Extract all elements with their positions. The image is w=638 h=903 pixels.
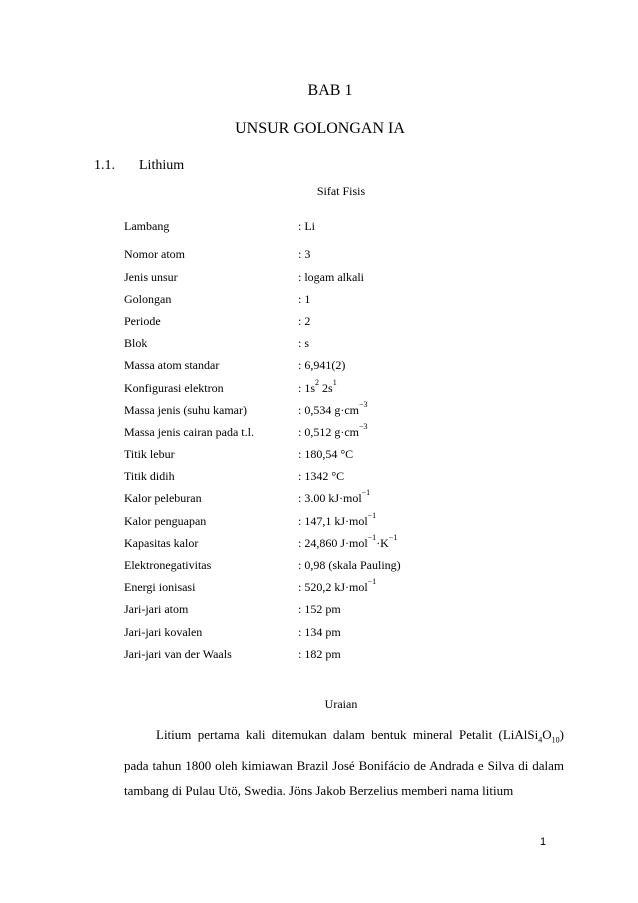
property-label: Massa jenis (suhu kamar) xyxy=(124,402,247,417)
property-label: Elektronegativitas xyxy=(124,558,212,572)
formula-subscript-1: 4 xyxy=(538,735,543,745)
property-row xyxy=(124,239,564,261)
property-row xyxy=(124,439,564,461)
property-label: Lambang xyxy=(124,219,170,234)
property-value-sup2: 1 xyxy=(332,377,337,387)
property-row xyxy=(124,572,564,594)
property-row xyxy=(124,306,564,328)
property-value-suffix: 2s xyxy=(319,380,333,395)
property-row xyxy=(124,594,564,616)
property-value-prefix: : 3.00 kJ·mol xyxy=(298,491,362,506)
property-value-prefix: : 180,54 °C xyxy=(298,447,354,462)
property-value-prefix: : 0,98 (skala Pauling) xyxy=(298,558,401,572)
property-row xyxy=(124,328,564,350)
property-value xyxy=(298,602,564,616)
property-value xyxy=(298,447,564,461)
property-label: Konfigurasi elektron xyxy=(124,380,224,395)
property-value xyxy=(298,247,564,261)
property-row xyxy=(124,639,564,661)
property-value-prefix: : 3 xyxy=(298,247,311,262)
property-value xyxy=(298,510,564,528)
property-value xyxy=(298,292,564,306)
property-row xyxy=(124,395,564,417)
property-label: Kalor peleburan xyxy=(124,491,202,506)
property-label: Massa jenis cairan pada t.l. xyxy=(124,424,254,439)
property-value-prefix: : s xyxy=(298,336,310,351)
property-value-prefix: : 1s xyxy=(298,380,316,395)
property-value xyxy=(298,488,564,506)
property-value-sup2: −1 xyxy=(388,532,398,542)
property-row xyxy=(124,483,564,505)
property-value xyxy=(298,219,564,233)
property-label: Nomor atom xyxy=(124,247,185,262)
property-value-prefix: : 1342 °C xyxy=(298,469,345,484)
property-value-prefix: : 152 pm xyxy=(298,602,341,617)
section-title: Lithium xyxy=(139,158,185,173)
section-number: 1.1. xyxy=(94,158,115,173)
property-value xyxy=(298,377,564,395)
chapter-title: UNSUR GOLONGAN IA xyxy=(235,120,405,137)
description-paragraph xyxy=(124,722,564,803)
property-label: Energi ionisasi xyxy=(124,580,196,595)
description-heading: Uraian xyxy=(324,697,358,711)
property-value-prefix: : 24,860 J·mol xyxy=(298,535,368,550)
property-value xyxy=(298,336,564,350)
property-value-prefix: : 147,1 kJ·mol xyxy=(298,513,368,528)
property-value-prefix: : logam alkali xyxy=(298,269,364,284)
paragraph-text-start: Litium pertama kali ditemukan dalam bentuk mineral Petalit (LiAlSi xyxy=(156,727,539,742)
property-value xyxy=(298,469,564,483)
property-label: Kapasitas kalor xyxy=(124,535,199,550)
property-label: Golongan xyxy=(124,291,172,306)
property-label: Jari-jari atom xyxy=(124,602,189,617)
property-label: Massa atom standar xyxy=(124,358,220,373)
property-value xyxy=(298,421,564,439)
property-value xyxy=(298,647,564,661)
property-value-suffix: ·K xyxy=(376,535,389,550)
property-row xyxy=(124,550,564,572)
property-row xyxy=(124,417,564,439)
properties-table xyxy=(124,211,564,661)
property-value xyxy=(298,625,564,639)
property-value-sup: 2 xyxy=(315,377,320,387)
property-label: Jari-jari kovalen xyxy=(124,624,203,639)
property-value xyxy=(298,558,564,572)
property-label: Jenis unsur xyxy=(124,269,178,284)
property-label: Titik lebur xyxy=(124,447,175,462)
formula-mid: O xyxy=(542,727,552,742)
chapter-label: BAB 1 xyxy=(307,82,353,99)
property-value xyxy=(298,270,564,284)
property-value-sup: −3 xyxy=(359,421,368,431)
property-value xyxy=(298,399,564,417)
section-heading xyxy=(94,158,184,174)
property-label: Titik didih xyxy=(124,469,175,484)
property-value-prefix: : 6,941(2) xyxy=(298,358,346,373)
property-value-sup: −1 xyxy=(367,532,377,542)
property-label: Periode xyxy=(124,313,161,328)
property-row xyxy=(124,528,564,550)
property-label: Blok xyxy=(124,336,148,351)
property-value-prefix: : 134 pm xyxy=(298,624,341,639)
page-number: 1 xyxy=(540,836,547,848)
property-row xyxy=(124,211,564,233)
property-value-prefix: : 520,2 kJ·mol xyxy=(298,580,368,595)
property-value xyxy=(298,532,564,550)
properties-heading: Sifat Fisis xyxy=(316,184,366,198)
property-row xyxy=(124,616,564,638)
property-label: Kalor penguapan xyxy=(124,513,207,528)
property-row xyxy=(124,350,564,372)
property-row xyxy=(124,372,564,394)
property-value-prefix: : 2 xyxy=(298,313,311,328)
property-row xyxy=(124,284,564,306)
property-value-sup: −1 xyxy=(367,510,377,520)
property-row xyxy=(124,505,564,527)
formula-subscript-2: 10 xyxy=(551,735,560,745)
property-value xyxy=(298,577,564,595)
paragraph-text-end: ) pada tahun 1800 oleh kimiawan Brazil José Bonifácio de Andrada e Silva di dalam tambang di Pulau Utö, Swedia. Jöns Jakob Berzelius memberi nama litium xyxy=(124,727,564,798)
property-row xyxy=(124,461,564,483)
property-row xyxy=(124,261,564,283)
property-value-sup: −1 xyxy=(361,488,371,498)
property-value xyxy=(298,358,564,372)
property-value-prefix: : 182 pm xyxy=(298,646,341,661)
property-value-prefix: : 1 xyxy=(298,291,311,306)
property-value-prefix: : Li xyxy=(298,219,315,234)
property-label: Jari-jari van der Waals xyxy=(124,646,232,661)
property-value-prefix: : 0,512 g·cm xyxy=(298,424,359,439)
property-value-sup: −3 xyxy=(359,399,368,409)
property-value-prefix: : 0,534 g·cm xyxy=(298,402,359,417)
property-value-sup: −1 xyxy=(367,577,377,587)
property-value xyxy=(298,314,564,328)
